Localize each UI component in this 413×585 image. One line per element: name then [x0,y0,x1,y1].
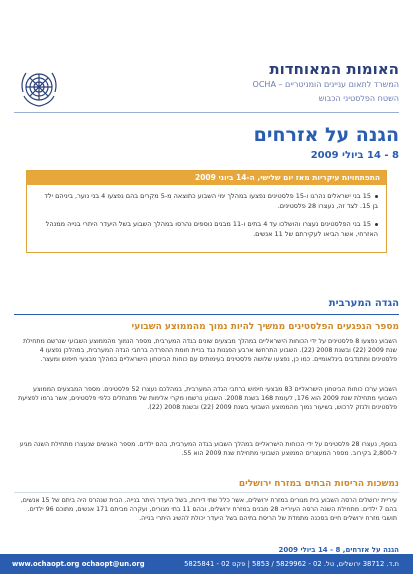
highlight-item: 15 בני ישראלים נהרגו ו-15 פלסטינים נפצעו במהלך ימי השבוע כתוצאה מ-5 מקרים בהם נפצעו 4 בני נוער, ביניהם ילד בן 15. לצד זה, נעצרו 28 פלסטינים. [44,192,378,210]
bullet-icon [375,223,378,226]
org-subtitle: המשרד לתאום עניינים הומניטריים – OCHA [252,80,399,89]
subsection-title-demolitions: נמשכות הריסות הבתים במזרח ירושלים [238,479,399,489]
subsection-title-casualties: מספר הנפגעים הפלסטינים ממשיך להיות נמוך מהממוצע השבועי [131,322,399,332]
un-emblem-icon [14,62,64,112]
report-title: הגנה על אזרחים [253,124,399,146]
footer-website-link[interactable]: www.ochaopt.org ochaopt@un.org [12,560,145,568]
footer-report-name: הגנה על אזרחים, 8 - 14 ביולי 2009 [278,546,399,554]
highlights-box [26,170,387,253]
bullet-icon [375,195,378,198]
header-divider [14,112,399,113]
section-divider [14,314,399,315]
subsection-divider [14,492,399,493]
org-title: האומות המאוחדות [269,60,399,78]
paragraph: בנוסף, נעצרו 28 פלסטינים על ידי הכוחות הישראליים במהלך השבוע בגדה המערבית, בהם ילדים. מספר האנשים שנעצרו מתחילת השנה מגיע ל-2,800 בקירוב. מספר המעצרים הממוצע השבועי מתחילת שנת 2009 הוא 55. [19,441,397,458]
paragraph: עיריית ירושלים הרסה השבוע בית מגורים במזרח ירושלים, אשר כלל שתי דירות, בשל היעדר היתר בנייה. הבית שנהרס היה ביתם של 15 אנשים, בהם 7 ילדים. מתחילת השנה הרסה העירייה 28 מבנים במזרח ירושלים, ובהם 11 בתי מגורים, ועקרה מביתם 171 אנשים, מתוכם 96 ילדים. תושבי מזרח ירושלים חיים בסכנה מתמדת של הריסת בתיהם בשל היעדר יכולת להשיג היתרי בנייה. [20,497,397,523]
footer-contact: ת.ד. 38712 ירושלים, טל. 02 - 5829962 / 5853 | פקס 02 - 5825841 [184,560,399,568]
report-date: 8 - 14 ביולי 2009 [310,150,399,161]
org-location: השטח הפלסטיני הכבוש [318,94,399,103]
section-title-west-bank: הגדה המערבית [328,298,399,309]
paragraph: השבוע ערכו כוחות הביטחון הישראליים 83 מבצעי חיפוש ברחבי הגדה המערבית, במהלכם נעצרו 52 פלסטינים. מספר המבצעים הממוצע השבועי מתחילת שנת 2009 הוא 176, לעומת 168 בשנת 2008. השבוע נרשמו מקרי אלימות של מתנחלים כלפי פלסטינים, אשר גרמו לפציעת פלסטינים ולנזק לרכוש, בשיעור נמוך מהממוצע השבועי בשנת 2009 (22) ובשנת 2008 (22). [18,386,397,412]
highlights-header: התפתחויות עיקריות מאז יום שלישי, ה-14 ביוני 2009 [27,171,386,185]
paragraph: השבוע נפצעו 8 פלסטינים על ידי הכוחות הישראליים במהלך מבצעים שונים בגדה המערבית, מספר הנמוך מהממוצע השבועי שנרשם מתחילת שנת 2009 (22) ובשנת 2008 (22). השבוע התרחשו ארבע הפגנות נגד בניית חומת ההפרדה ברחבי הגדה המערבית, במהלכן נפצעו 4 פלסטינים ומתנדבים בינלאומיים. כמו כן, נפצעו שלושה פלסטינים בעימותים עם כוחות הביטחון הישראליים במהלך מבצעי חיפוש ומעצר. [23,338,397,364]
highlight-item: 15 בני הפלסטינים נעצרו והושלכו עד 4 בתים ו-11 מבנים נוספים נהרסו במהלך השבוע בשל היעדר היתרי בנייה ממנהל האזרחי, אשר הביאו לעקירתם של 11 אנשים. [45,220,378,238]
